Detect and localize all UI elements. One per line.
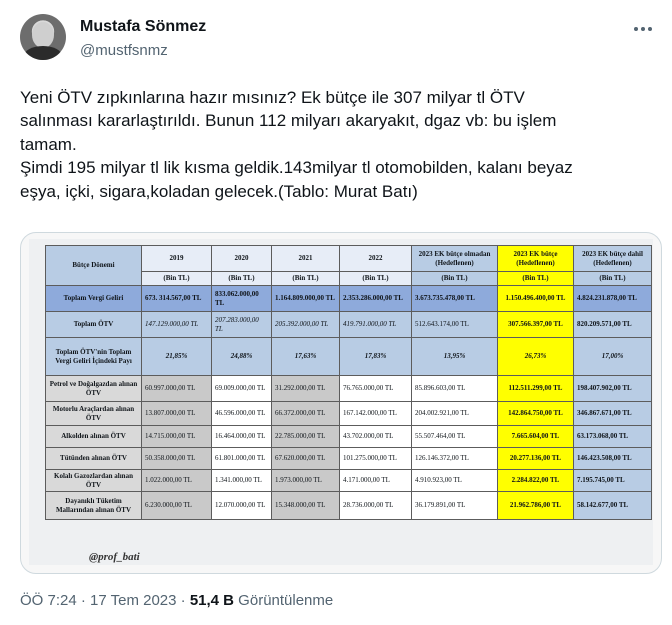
table-cell: 4.171.000,00 TL bbox=[340, 470, 412, 492]
view-label: Görüntülenme bbox=[234, 592, 334, 609]
table-cell: 13.807.000,00 TL bbox=[142, 402, 212, 426]
table-cell: 67.620.000,00 TL bbox=[272, 448, 340, 470]
table-cell: 66.372.000,00 TL bbox=[272, 402, 340, 426]
year-header: 2021 bbox=[272, 246, 340, 272]
table-cell: 21.962.786,00 TL bbox=[498, 492, 574, 520]
table-cell: 673. 314.567,00 TL bbox=[142, 286, 212, 312]
more-options-icon[interactable] bbox=[632, 22, 654, 36]
row-label: Toplam Vergi Geliri bbox=[46, 286, 142, 312]
table-cell: 50.358.000,00 TL bbox=[142, 448, 212, 470]
table-cell: 205.392.000,00 TL bbox=[272, 312, 340, 338]
table-cell: 69.009.000,00 TL bbox=[212, 376, 272, 402]
table-cell: 55.507.464,00 TL bbox=[412, 426, 498, 448]
table-cell: 4.824.231.878,00 TL bbox=[574, 286, 652, 312]
table-cell: 167.142.000,00 TL bbox=[340, 402, 412, 426]
table-cell: 14.715.000,00 TL bbox=[142, 426, 212, 448]
table-cell: 26,73% bbox=[498, 338, 574, 376]
author-handle[interactable]: @mustfsnmz bbox=[80, 42, 168, 59]
table-cell: 112.511.299,00 TL bbox=[498, 376, 574, 402]
year-header: 2023 EK bütçe (Hedeflenen) bbox=[498, 246, 574, 272]
year-header: 2019 bbox=[142, 246, 212, 272]
row-label: Motorlu Araçlardan alınan ÖTV bbox=[46, 402, 142, 426]
table-cell: 61.801.000,00 TL bbox=[212, 448, 272, 470]
unit-header: (Bin TL) bbox=[574, 272, 652, 286]
avatar-body bbox=[24, 46, 62, 60]
row-label: Petrol ve Doğalgazdan alınan ÖTV bbox=[46, 376, 142, 402]
table-cell: 142.864.750,00 TL bbox=[498, 402, 574, 426]
table-cell: 346.867.671,00 TL bbox=[574, 402, 652, 426]
table-cell: 204.002.921,00 TL bbox=[412, 402, 498, 426]
attached-image[interactable] bbox=[20, 232, 662, 574]
table-cell: 12.070.000,00 TL bbox=[212, 492, 272, 520]
row-label: Toplam ÖTV'nin Toplam Vergi Geliri İçindeki Payı bbox=[46, 338, 142, 376]
table-signature: @prof_bati bbox=[89, 551, 140, 563]
row-label: Tütünden alınan ÖTV bbox=[46, 448, 142, 470]
table-cell: 146.423.508,00 TL bbox=[574, 448, 652, 470]
tweet-line: salınması kararlaştırıldı. Bunun 112 milyarı akaryakıt, dgaz vb: bu işlem bbox=[20, 111, 557, 131]
year-header: 2020 bbox=[212, 246, 272, 272]
table-cell: 512.643.174,00 TL bbox=[412, 312, 498, 338]
tweet-meta bbox=[20, 592, 333, 609]
table-cell: 85.896.603,00 TL bbox=[412, 376, 498, 402]
otv-table bbox=[45, 245, 652, 520]
table-cell: 16.464.000,00 TL bbox=[212, 426, 272, 448]
table-cell: 36.179.891,00 TL bbox=[412, 492, 498, 520]
table-cell: 17,63% bbox=[272, 338, 340, 376]
tweet-line: tamam. bbox=[20, 134, 77, 154]
year-header: 2022 bbox=[340, 246, 412, 272]
table-cell: 1.022.000,00 TL bbox=[142, 470, 212, 492]
table-cell: 6.230.000,00 TL bbox=[142, 492, 212, 520]
table-cell: 17,83% bbox=[340, 338, 412, 376]
tweet-line: eşya, içki, sigara,koladan gelecek.(Tablo: Murat Batı) bbox=[20, 181, 418, 201]
table-cell: 46.596.000,00 TL bbox=[212, 402, 272, 426]
table-cell: 60.997.000,00 TL bbox=[142, 376, 212, 402]
table-cell: 22.785.000,00 TL bbox=[272, 426, 340, 448]
table-cell: 28.736.000,00 TL bbox=[340, 492, 412, 520]
table-cell: 76.765.000,00 TL bbox=[340, 376, 412, 402]
table-cell: 126.146.372,00 TL bbox=[412, 448, 498, 470]
table-cell: 43.702.000,00 TL bbox=[340, 426, 412, 448]
table-cell: 31.292.000,00 TL bbox=[272, 376, 340, 402]
tweet-text bbox=[20, 86, 660, 203]
year-header: 2023 EK bütçe dahil (Hedeflenen) bbox=[574, 246, 652, 272]
table-cell: 20.277.136,00 TL bbox=[498, 448, 574, 470]
table-cell: 833.062.000,00 TL bbox=[212, 286, 272, 312]
table-cell: 15.348.000,00 TL bbox=[272, 492, 340, 520]
view-count: 51,4 B bbox=[189, 592, 235, 609]
table-cell: 147.129.000,00 TL bbox=[142, 312, 212, 338]
table-cell: 307.566.397,00 TL bbox=[498, 312, 574, 338]
avatar-face bbox=[32, 22, 54, 48]
unit-header: (Bin TL) bbox=[212, 272, 272, 286]
corner-header: Bütçe Dönemi bbox=[46, 246, 142, 286]
table-cell: 2.284.822,00 TL bbox=[498, 470, 574, 492]
table-cell: 63.173.068,00 TL bbox=[574, 426, 652, 448]
table-cell: 1.973.000,00 TL bbox=[272, 470, 340, 492]
table-cell: 2.353.286.000,00 TL bbox=[340, 286, 412, 312]
table-cell: 207.283.000,00 TL bbox=[212, 312, 272, 338]
table-cell: 24,88% bbox=[212, 338, 272, 376]
avatar[interactable] bbox=[20, 14, 66, 60]
table-cell: 1.150.496.400,00 TL bbox=[498, 286, 574, 312]
table-cell: 17,00% bbox=[574, 338, 652, 376]
table-cell: 4.910.923,00 TL bbox=[412, 470, 498, 492]
unit-header: (Bin TL) bbox=[340, 272, 412, 286]
tweet-line: Şimdi 195 milyar tl lik kısma geldik.143milyar tl otomobilden, kalanı beyaz bbox=[20, 158, 573, 178]
row-label: Dayanıklı Tüketim Mallarından alınan ÖTV bbox=[46, 492, 142, 520]
year-header: 2023 EK bütçe olmadan (Hedeflenen) bbox=[412, 246, 498, 272]
table-cell: 21,85% bbox=[142, 338, 212, 376]
unit-header: (Bin TL) bbox=[498, 272, 574, 286]
row-label: Kolalı Gazozlardan alınan ÖTV bbox=[46, 470, 142, 492]
table-cell: 1.164.809.000,00 TL bbox=[272, 286, 340, 312]
row-label: Toplam ÖTV bbox=[46, 312, 142, 338]
table-cell: 419.791.000,00 TL bbox=[340, 312, 412, 338]
unit-header: (Bin TL) bbox=[412, 272, 498, 286]
row-label: Alkolden alınan ÖTV bbox=[46, 426, 142, 448]
table-cell: 58.142.677,00 TL bbox=[574, 492, 652, 520]
table-cell: 101.275.000,00 TL bbox=[340, 448, 412, 470]
post-time[interactable]: ÖÖ 7:24 · 17 Tem 2023 · bbox=[20, 592, 190, 609]
table-cell: 7.195.745,00 TL bbox=[574, 470, 652, 492]
author-name[interactable]: Mustafa Sönmez bbox=[80, 18, 207, 35]
table-cell: 13,95% bbox=[412, 338, 498, 376]
tweet-line: Yeni ÖTV zıpkınlarına hazır mısınız? Ek bütçe ile 307 milyar tl ÖTV bbox=[20, 88, 525, 107]
table-cell: 1.341.000,00 TL bbox=[212, 470, 272, 492]
unit-header: (Bin TL) bbox=[272, 272, 340, 286]
table-cell: 3.673.735.478,00 TL bbox=[412, 286, 498, 312]
table-cell: 198.407.902,00 TL bbox=[574, 376, 652, 402]
unit-header: (Bin TL) bbox=[142, 272, 212, 286]
table-cell: 7.665.604,00 TL bbox=[498, 426, 574, 448]
table-cell: 820.209.571,00 TL bbox=[574, 312, 652, 338]
